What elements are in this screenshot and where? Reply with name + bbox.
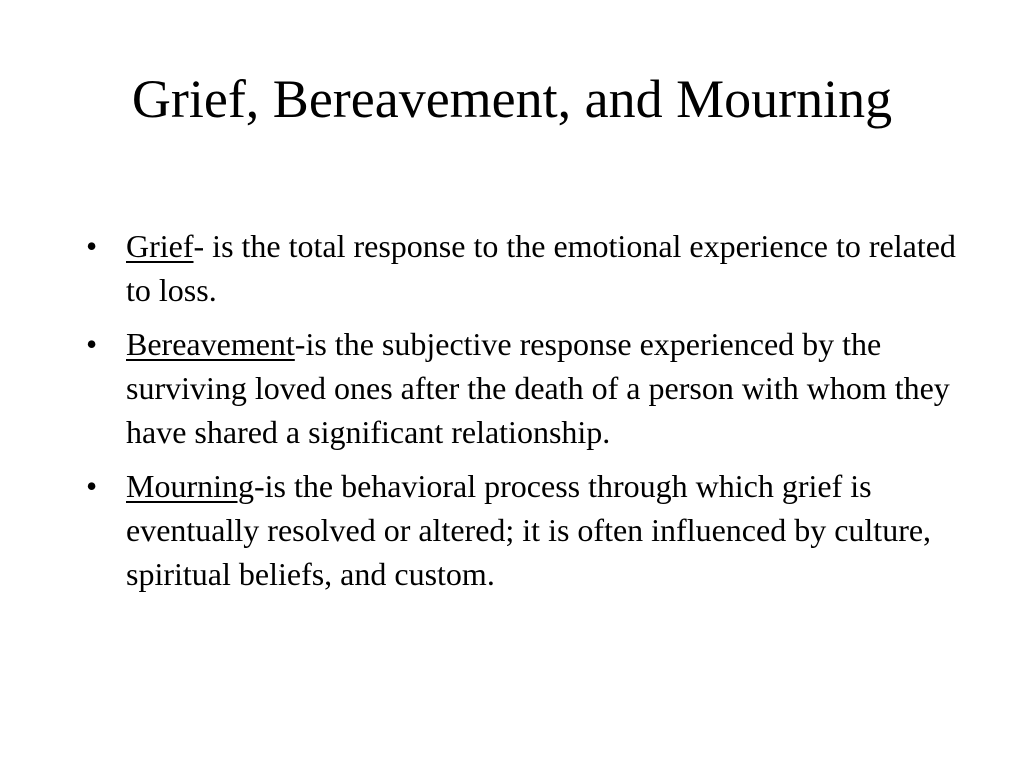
term-grief: Grief xyxy=(126,228,194,264)
bullet-item-grief xyxy=(80,224,960,312)
definition-bereavement: -is the subjective response experienced by the surviving loved ones after the death of a person with whom they have shared a significant relationship. xyxy=(126,326,950,450)
bullet-dot-icon: • xyxy=(86,326,98,362)
slide-title: Grief, Bereavement, and Mourning xyxy=(131,69,893,129)
bullet-item-bereavement xyxy=(80,322,960,454)
bullet-dot-icon: • xyxy=(86,468,98,504)
definition-grief: - is the total response to the emotional experience to related to loss. xyxy=(126,228,956,308)
bullet-dot-icon: • xyxy=(86,228,98,264)
definition-mourning: -is the behavioral process through which grief is eventually resolved or altered; it is often influenced by culture, spiritual beliefs, and custom. xyxy=(126,468,932,592)
term-bereavement: Bereavement xyxy=(126,326,295,362)
bullet-item-mourning xyxy=(80,464,960,596)
term-mourning: Mourning xyxy=(126,468,254,504)
bullet-list xyxy=(80,224,960,606)
